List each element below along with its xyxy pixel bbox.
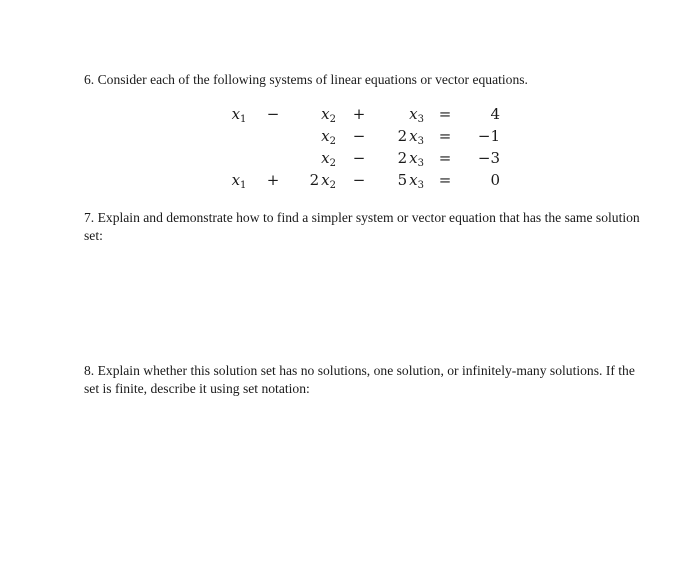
question-7-text: 7. Explain and demonstrate how to find a simpler system or vector equation that has the same solution set:: [84, 210, 640, 243]
operator: [256, 147, 290, 169]
equation-row: [222, 125, 500, 147]
right-hand-side: 0: [490, 171, 500, 189]
right-hand-side: −3: [477, 149, 500, 167]
x3-term: $x_3$: [409, 105, 424, 125]
question-6-text: 6. Consider each of the following systems of linear equations or vector equations.: [84, 72, 528, 87]
x2-term: $x_2$: [321, 149, 336, 169]
x3-term: 2 $x_3$: [397, 149, 424, 169]
x1-term: $x_1$: [231, 105, 247, 125]
equation-row: [222, 103, 500, 125]
equals-sign: =: [438, 127, 452, 145]
question-8-text: 8. Explain whether this solution set has no solutions, one solution, or infinitely-many solutions. If the set is finite, describe it using set notation:: [84, 363, 635, 396]
equation-row: [222, 147, 500, 169]
equals-sign: =: [438, 149, 452, 167]
x3-term: 5 $x_3$: [397, 171, 424, 191]
x3-term: 2 $x_3$: [397, 127, 424, 147]
x1-term: [222, 147, 256, 169]
operator: −: [266, 105, 280, 123]
operator: −: [352, 127, 366, 145]
operator: [256, 125, 290, 147]
x2-term: 2 $x_2$: [309, 171, 336, 191]
operator: −: [352, 171, 366, 189]
equation-row: [222, 169, 500, 191]
x2-term: $x_2$: [321, 105, 336, 125]
right-hand-side: 4: [490, 105, 500, 123]
x2-term: $x_2$: [321, 127, 336, 147]
x1-term: [222, 125, 256, 147]
right-hand-side: −1: [477, 127, 500, 145]
operator: −: [352, 149, 366, 167]
linear-equation-system: [222, 103, 500, 191]
operator: +: [352, 105, 366, 123]
equals-sign: =: [438, 105, 452, 123]
x1-term: $x_1$: [231, 171, 247, 191]
equals-sign: =: [438, 171, 452, 189]
operator: +: [266, 171, 280, 189]
